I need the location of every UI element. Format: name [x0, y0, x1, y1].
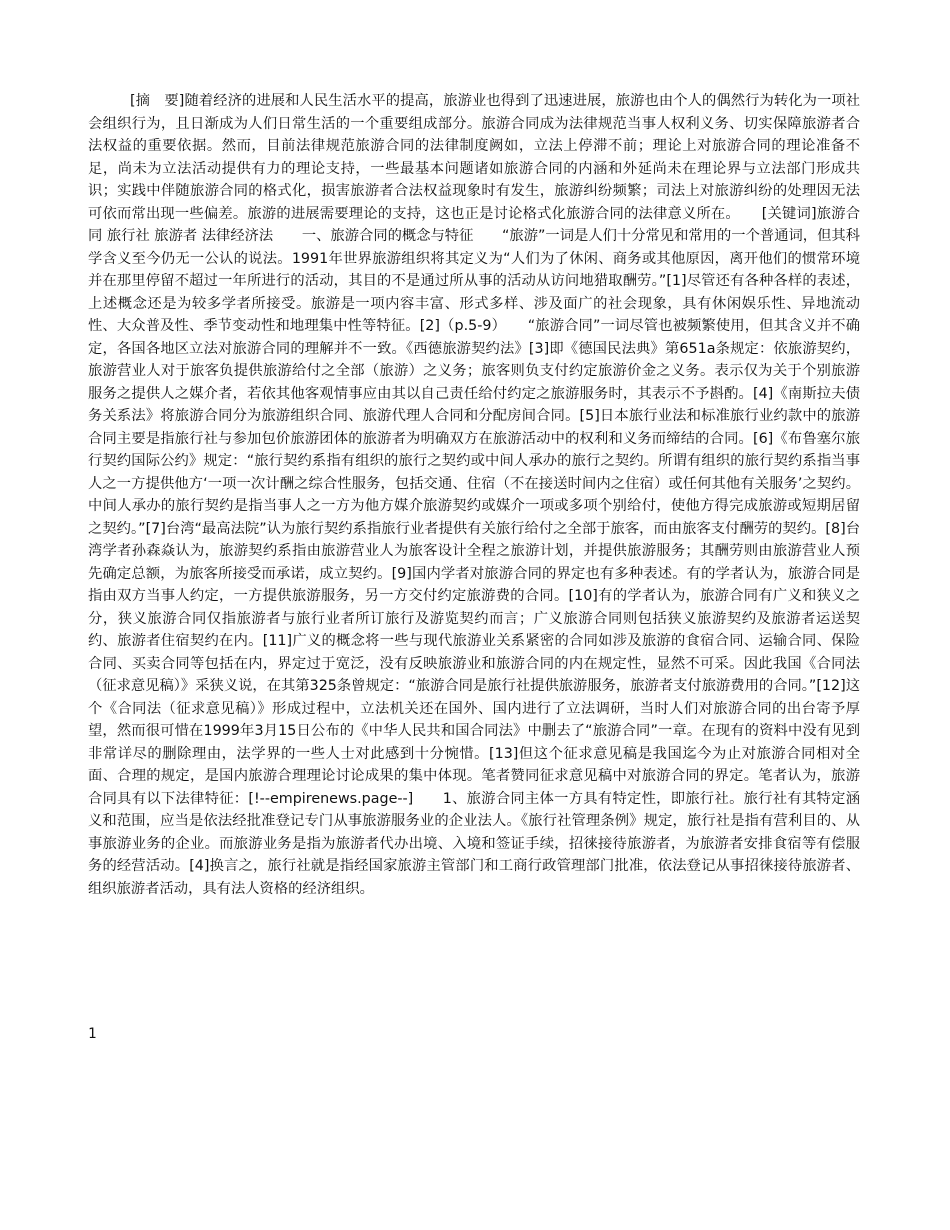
- page-number: 1: [88, 1026, 97, 1042]
- body-paragraph: [摘 要]随着经济的进展和人民生活水平的提高，旅游业也得到了迅速进展，旅游也由个人的偶然行为转化为一项社会组织行为，且日渐成为人们日常生活的一个重要组成部分。旅游合同成为法律规范当事人权利义务、切实保障旅游者合法权益的重要依据。然而，目前法律规范旅游合同的法律制度阙如，立法上停滞不前；理论上对旅游合同的理论准备不足，尚未为立法活动提供有力的理论支持，一些最基本问题诸如旅游合同的内涵和外延尚未在理论界与立法部门形成共识；实践中伴随旅游合同的格式化，损害旅游者合法权益现象时有发生，旅游纠纷频繁；司法上对旅游纠纷的处理因无法可依而常出现一些偏差。旅游的进展需要理论的支持，这也正是讨论格式化旅游合同的法律意义所在。 [关键词]旅游合同 旅行社 旅游者 法律经济法 一、旅游合同的概念与特征 “旅游”一词是人们十分常见和常用的一个普通词，但其科学含义至今仍无一公认的说法。1991年世界旅游组织将其定义为“人们为了休闲、商务或其他原因，离开他们的惯常环境并在那里停留不超过一年所进行的活动，其目的不是通过所从事的活动从访问地猎取酬劳。”[1]尽管还有各种各样的表述，上述概念还是为较多学者所接受。旅游是一项内容丰富、形式多样、涉及面广的社会现象，具有休闲娱乐性、异地流动性、大众普及性、季节变动性和地理集中性等特征。[2]（p.5-9） “旅游合同”一词尽管也被频繁使用，但其含义并不确定，各国各地区立法对旅游合同的理解并不一致。《西德旅游契约法》[3]即《德国民法典》第651a条规定：依旅游契约，旅游营业人对于旅客负提供旅游给付之全部（旅游）之义务；旅客则负支付约定旅游价金之义务。表示仅为关于个别旅游服务之提供人之媒介者，若依其他客观情事应由其以自己责任给付约定之旅游服务时，其表示不予斟酌。[4]《南斯拉夫债务关系法》将旅游合同分为旅游组织合同、旅游代理人合同和分配房间合同。[5]日本旅行业法和标准旅行业约款中的旅游合同主要是指旅行社与参加包价旅游团体的旅游者为明确双方在旅游活动中的权利和义务而缔结的合同。[6]《布鲁塞尔旅行契约国际公约》规定：“旅行契约系指有组织的旅行之契约或中间人承办的旅行之契约。所谓有组织的旅行契约系指当事人之一方提供他方‘一项一次计酬之综合性服务，包括交通、住宿（不在接送时间内之住宿）或任何其他有关服务’之契约。中间人承办的旅行契约是指当事人之一方为他方媒介旅游契约或媒介一项或多项个别给付，使他方得完成旅游或短期居留之契约。”[7]台湾“最高法院”认为旅行契约系指旅行业者提供有关旅行给付之全部于旅客，而由旅客支付酬劳的契约。[8]台湾学者孙森焱认为，旅游契约系指由旅游营业人为旅客设计全程之旅游计划，并提供旅游服务；其酬劳则由旅游营业人预先确定总额，为旅客所接受而承诺，成立契约。[9]国内学者对旅游合同的界定也有多种表述。有的学者认为，旅游合同是指由双方当事人约定，一方提供旅游服务，另一方交付约定旅游费的合同。[10]有的学者认为，旅游合同有广义和狭义之分，狭义旅游合同仅指旅游者与旅行业者所订旅行及游览契约而言；广义旅游合同则包括狭义旅游契约及旅游者运送契约、旅游者住宿契约在内。[11]广义的概念将一些与现代旅游业关系紧密的合同如涉及旅游的食宿合同、运输合同、保险合同、买卖合同等包括在内，界定过于宽泛，没有反映旅游业和旅游合同的内在规定性，显然不可采。因此我国《合同法（征求意见稿）》采狭义说，在其第325条曾规定：“旅游合同是旅行社提供旅游服务，旅游者支付旅游费用的合同。”[12]这个《合同法（征求意见稿）》形成过程中，立法机关还在国外、国内进行了立法调研，当时人们对旅游合同的出台寄予厚望，然而很可惜在1999年3月15日公布的《中华人民共和国合同法》中删去了“旅游合同”一章。在现有的资料中没有见到非常详尽的删除理由，法学界的一些人士对此感到十分惋惜。[13]但这个征求意见稿是我国迄今为止对旅游合同相对全面、合理的规定，是国内旅游合理理论讨论成果的集中体现。笔者赞同征求意见稿中对旅游合同的界定。笔者认为，旅游合同具有以下法律特征：[!--empirenews.page--] 1、旅游合同主体一方具有特定性，即旅行社。旅行社有其特定涵义和范围，应当是依法经批准登记专门从事旅游服务业的企业法人。《旅行社管理条例》规定，旅行社是指有营利目的、从事旅游业务的企业。而旅游业务是指为旅游者代办出境、入境和签证手续，招徕接待旅游者，为旅游者安排食宿等有偿服务的经营活动。[4]换言之，旅行社就是指经国家旅游主管部门和工商行政管理部门批准，依法登记从事招徕接待旅游者、组织旅游者活动，具有法人资格的经济组织。: [88, 93, 860, 897]
